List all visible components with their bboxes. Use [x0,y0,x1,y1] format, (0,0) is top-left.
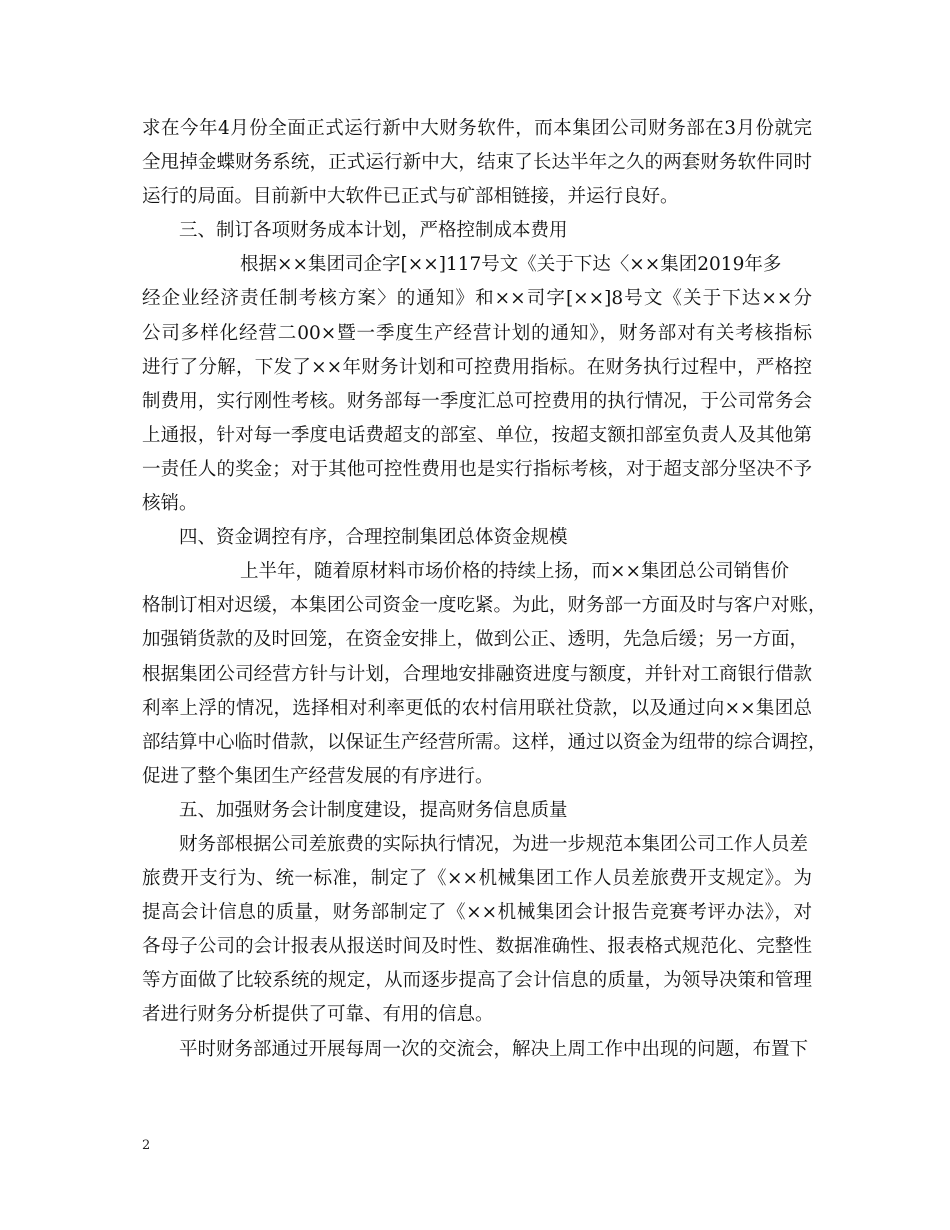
paragraph-line: 格制订相对迟缓，本集团公司资金一度吃紧。为此，财务部一方面及时与客户对账， [142,595,827,617]
paragraph-line: 求在今年4月份全面正式运行新中大财务软件，而本集团公司财务部在3月份就完 [142,118,812,139]
paragraph-line: 进行了分解，下发了××年财务计划和可控费用指标。在财务执行过程中，严格控 [142,356,812,378]
paragraph-line: 上通报，针对每一季度电话费超支的部室、单位，按超支额扣部室负责人及其他第 [142,424,812,446]
section-heading: 五、加强财务会计制度建设，提高财务信息质量 [179,799,568,821]
paragraph-line: 财务部根据公司差旅费的实际执行情况，为进一步规范本集团公司工作人员差 [179,833,809,855]
paragraph-line: 利率上浮的情况，选择相对利率更低的农村信用联社贷款，以及通过向××集团总 [142,697,812,719]
paragraph-line: 旅费开支行为、统一标准，制定了《××机械集团工作人员差旅费开支规定》。为 [142,868,812,890]
paragraph-line: 加强销货款的及时回笼，在资金安排上，做到公正、透明，先急后缓；另一方面， [142,629,809,651]
paragraph-line: 全甩掉金蝶财务系统，正式运行新中大，结束了长达半年之久的两套财务软件同时 [142,152,812,174]
paragraph-line: 运行的局面。目前新中大软件已正式与矿部相链接，并运行良好。 [142,186,679,208]
section-heading: 四、资金调控有序，合理控制集团总体资金规模 [179,527,568,549]
paragraph-line: 等方面做了比较系统的规定，从而逐步提高了会计信息的质量，为领导决策和管理 [142,970,812,992]
document-body [142,112,827,1067]
paragraph-line: 促进了整个集团生产经营发展的有序进行。 [142,765,494,787]
section-heading: 三、制订各项财务成本计划，严格控制成本费用 [179,220,568,242]
paragraph-line: 部结算中心临时借款，以保证生产经营所需。这样，通过以资金为纽带的综合调控， [142,731,827,753]
paragraph-line: 制费用，实行刚性考核。财务部每一季度汇总可控费用的执行情况，于公司常务会 [142,390,812,412]
paragraph-line: 提高会计信息的质量，财务部制定了《××机械集团会计报告竞赛考评办法》，对 [142,902,812,924]
paragraph-line: 公司多样化经营二00×暨一季度生产经营计划的通知》，财务部对有关考核指标 [142,322,812,344]
paragraph-line: 平时财务部通过开展每周一次的交流会，解决上周工作中出现的问题，布置下 [179,1038,809,1060]
paragraph-line: 根据集团公司经营方针与计划，合理地安排融资进度与额度，并针对工商银行借款 [142,663,812,685]
paragraph-line: 上半年，随着原材料市场价格的持续上扬，而××集团总公司销售价 [240,561,790,583]
paragraph-line: 根据××集团司企字[××]117号文《关于下达〈××集团2019年多 [240,254,782,276]
paragraph-line: 者进行财务分析提供了可靠、有用的信息。 [142,1004,494,1026]
paragraph-line: 经企业经济责任制考核方案〉的通知》和××司字[××]8号文《关于下达××分 [142,288,812,310]
page-number: 2 [142,1138,151,1153]
paragraph-line: 核销。 [142,493,198,515]
paragraph-line: 各母子公司的会计报表从报送时间及时性、数据准确性、报表格式规范化、完整性 [142,936,812,958]
paragraph-line: 一责任人的奖金；对于其他可控性费用也是实行指标考核，对于超支部分坚决不予 [142,458,812,480]
